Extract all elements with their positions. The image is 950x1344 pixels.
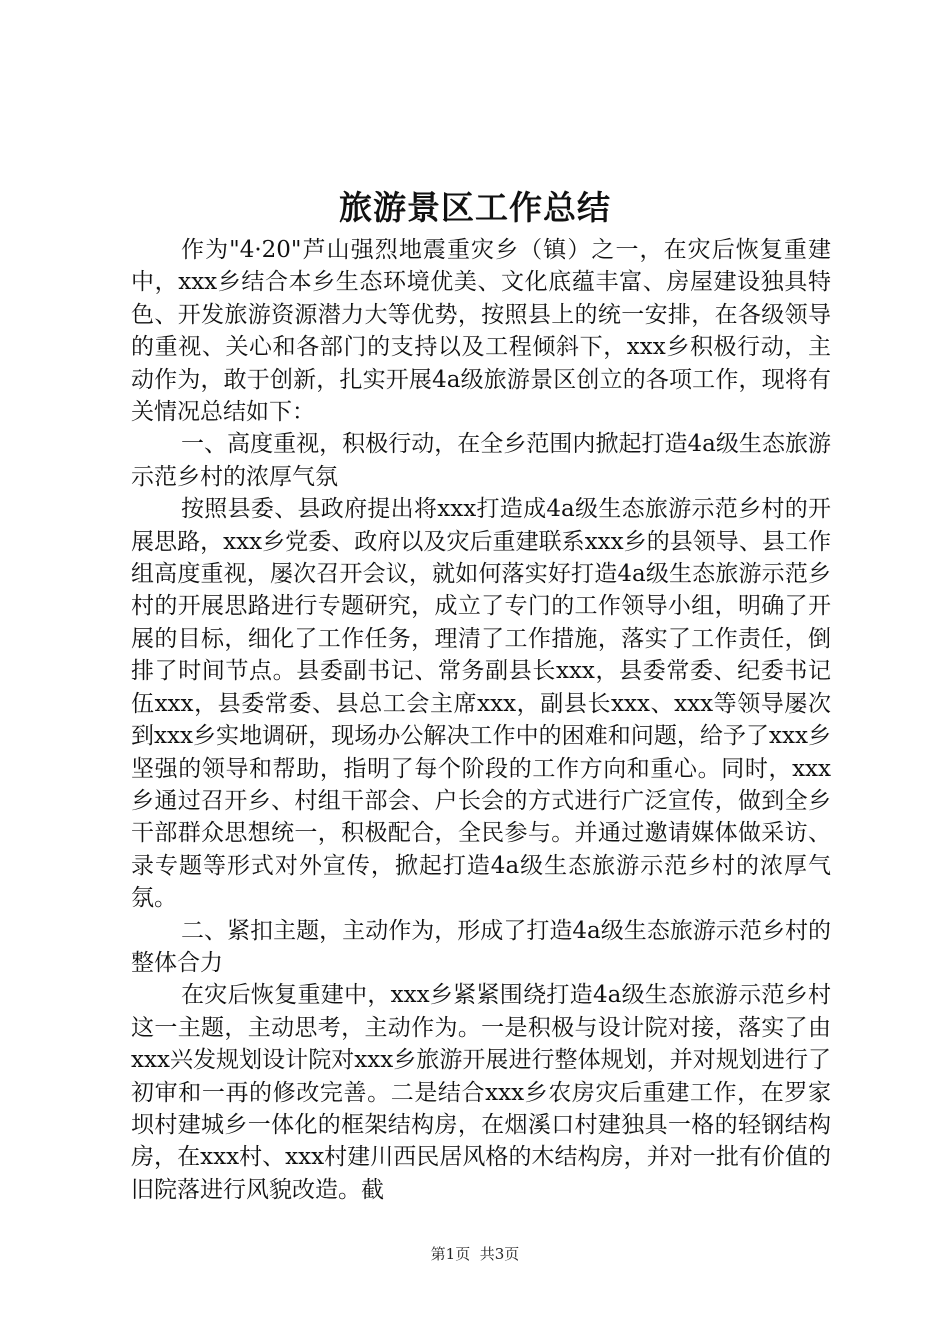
document-title: 旅游景区工作总结 (339, 188, 611, 227)
section-1-paragraph: 按照县委、县政府提出将xxx打造成4a级生态旅游示范乡村的开展思路，xxx乡党委、政府以及灾后重建联系xxx乡的县领导、县工作组高度重视，屡次召开会议，就如何落实好打造4a级生态旅游示范乡村的开展思路进行专题研究，成立了专门的工作领导小组，明确了开展的目标，细化了工作任务，理清了工作措施，落实了工作责任，倒排了时间节点。县委副书记、常务副县长xxx，县委常委、纪委书记伍xxx，县委常委、县总工会主席xxx，副县长xxx、xxx等领导屡次到xxx乡实地调研，现场办公解决工作中的困难和问题，给予了xxx乡坚强的领导和帮助，指明了每个阶段的工作方向和重心。同时，xxx乡通过召开乡、村组干部会、户长会的方式进行广泛宣传，做到全乡干部群众思想统一，积极配合，全民参与。并通过邀请媒体做采访、录专题等形式对外宣传，掀起打造4a级生态旅游示范乡村的浓厚气氛。 (131, 496, 831, 912)
page-number: 第1页 (430, 1245, 471, 1263)
page-footer (0, 1242, 950, 1266)
section-2-paragraph: 在灾后恢复重建中，xxx乡紧紧围绕打造4a级生态旅游示范乡村这一主题，主动思考，主动作为。一是积极与设计院对接，落实了由xxx兴发规划设计院对xxx乡旅游开展进行整体规划，并对规划进行了初审和一再的修改完善。二是结合xxx乡农房灾后重建工作，在罗家坝村建城乡一体化的框架结构房，在烟溪口村建独具一格的轻钢结构房，在xxx村、xxx村建川西民居风格的木结构房，并对一批有价值的旧院落进行风貌改造。截 (131, 982, 831, 1203)
section-heading-2: 二、紧扣主题，主动作为，形成了打造4a级生态旅游示范乡村的整体合力 (131, 917, 831, 976)
document-body (131, 234, 831, 1206)
intro-paragraph: 作为"4·20"芦山强烈地震重灾乡（镇）之一，在灾后恢复重建中，xxx乡结合本乡生态环境优美、文化底蕴丰富、房屋建设独具特色、开发旅游资源潜力大等优势，按照县上的统一安排，在各级领导的重视、关心和各部门的支持以及工程倾斜下，xxx乡积极行动，主动作为，敢于创新，扎实开展4a级旅游景区创立的各项工作，现将有关情况总结如下： (131, 237, 831, 426)
section-heading-1: 一、高度重视，积极行动，在全乡范围内掀起打造4a级生态旅游示范乡村的浓厚气氛 (131, 431, 831, 490)
page-total: 共3页 (479, 1245, 520, 1263)
